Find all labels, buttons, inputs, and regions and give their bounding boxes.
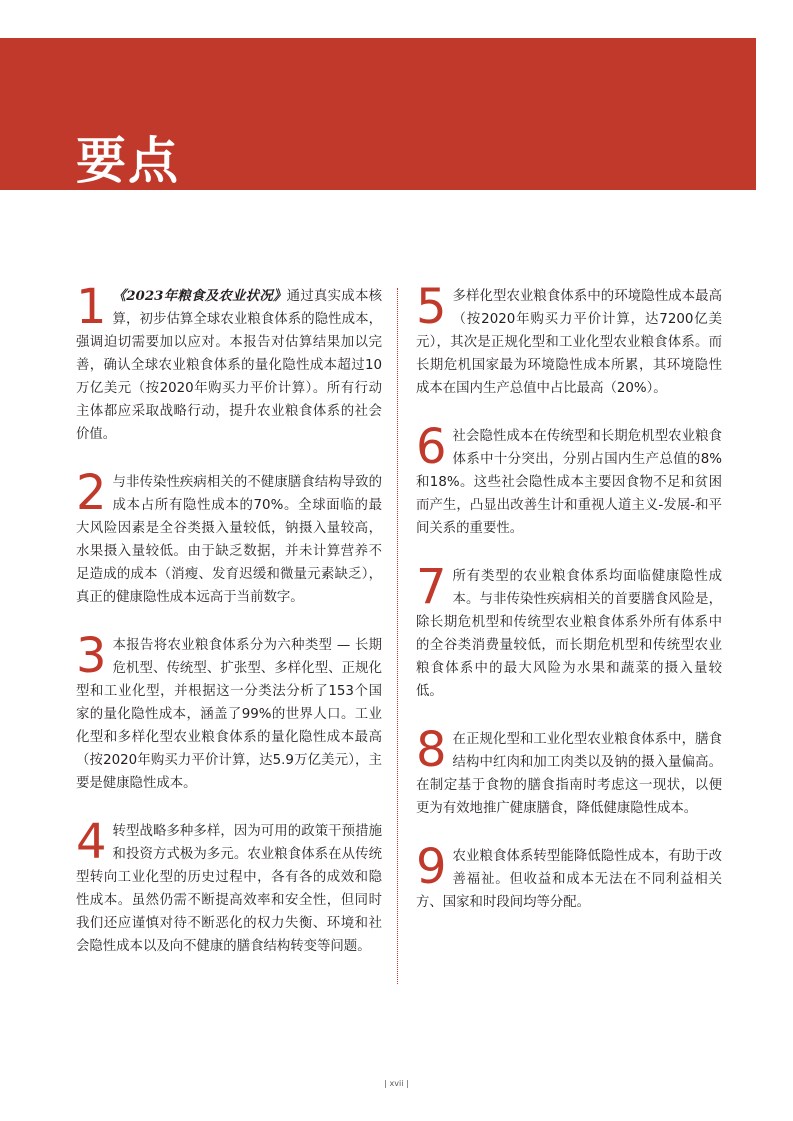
column-divider <box>397 288 398 984</box>
page-number: | xvii | <box>384 1079 409 1088</box>
key-point-3 <box>76 628 382 795</box>
report-title: 《2023年粮食及农业状况》 <box>112 288 287 304</box>
point-number: 2 <box>76 465 107 521</box>
point-number: 1 <box>76 279 107 335</box>
point-text: 本报告将农业粮食体系分为六种类型 — 长期危机型、传统型、扩张型、多样化型、正规化型和工业化型，并根据这一分类法分析了153个国家的量化隐性成本，涵盖了99%的世界人口。工业化型和多样化型农业粮食体系的量化隐性成本最高（按2020年购买力平价计算，达5.9万亿美元），主要是健康隐性成本。 <box>76 638 382 791</box>
key-point-1 <box>76 279 382 446</box>
point-number: 6 <box>416 419 447 475</box>
key-point-9 <box>416 839 722 914</box>
key-point-6 <box>416 419 722 540</box>
point-number: 7 <box>416 559 447 615</box>
point-text: 在正规化型和工业化型农业粮食体系中，膳食结构中红肉和加工肉类以及钠的摄入量偏高。在制定基于食物的膳食指南时考虑这一现状，以便更为有效地推广健康膳食，降低健康隐性成本。 <box>416 732 722 816</box>
key-point-5 <box>416 279 722 400</box>
point-number: 8 <box>416 722 447 778</box>
point-number: 3 <box>76 628 107 684</box>
point-text: 多样化型农业粮食体系中的环境隐性成本最高（按2020年购买力平价计算，达7200亿美元），其次是正规化型和工业化型农业粮食体系。而长期危机国家最为环境隐性成本所累，其环境隐性成本在国内生产总值中占比最高（20%）。 <box>416 289 722 396</box>
page-title: 要点 <box>76 132 180 190</box>
point-number: 4 <box>76 814 107 870</box>
point-text: 通过真实成本核算，初步估算全球农业粮食体系的隐性成本，强调迫切需要加以应对。本报告对估算结果加以完善，确认全球农业粮食体系的量化隐性成本超过10万亿美元（按2020年购买力平价计算）。所有行动主体都应采取战略行动，提升农业粮食体系的社会价值。 <box>76 289 382 442</box>
point-text: 转型战略多种多样，因为可用的政策干预措施和投资方式极为多元。农业粮食体系在从传统型转向工业化型的历史过程中，各有各的成效和隐性成本。虽然仍需不断提高效率和安全性，但同时我们还应谨慎对待不断恶化的权力失衡、环境和社会隐性成本以及向不健康的膳食结构转变等问题。 <box>76 824 382 954</box>
key-point-7 <box>416 559 722 703</box>
point-text: 社会隐性成本在传统型和长期危机型农业粮食体系中十分突出，分别占国内生产总值的8%和18%。这些社会隐性成本主要因食物不足和贫困而产生，凸显出改善生计和重视人道主义-发展-和平间关系的重要性。 <box>416 429 722 536</box>
key-point-2 <box>76 465 382 609</box>
point-text: 所有类型的农业粮食体系均面临健康隐性成本。与非传染性疾病相关的首要膳食风险是，除长期危机型和传统型农业粮食体系外所有体系中的全谷类消费量较低，而长期危机型和传统型农业粮食体系中的最大风险为水果和蔬菜的摄入量较低。 <box>416 569 722 699</box>
key-point-8 <box>416 722 722 820</box>
right-column <box>416 279 722 914</box>
point-text: 与非传染性疾病相关的不健康膳食结构导致的成本占所有隐性成本的70%。全球面临的最大风险因素是全谷类摄入量较低，钠摄入量较高，水果摄入量较低。由于缺乏数据，并未计算营养不足造成的成本（消瘦、发育迟缓和微量元素缺乏），真正的健康隐性成本远高于当前数字。 <box>76 475 382 605</box>
point-text: 农业粮食体系转型能降低隐性成本，有助于改善福祉。但收益和成本无法在不同利益相关方、国家和时段间均等分配。 <box>416 849 722 910</box>
left-column <box>76 279 382 958</box>
key-point-4 <box>76 814 382 958</box>
point-number: 5 <box>416 279 447 335</box>
point-number: 9 <box>416 839 447 895</box>
